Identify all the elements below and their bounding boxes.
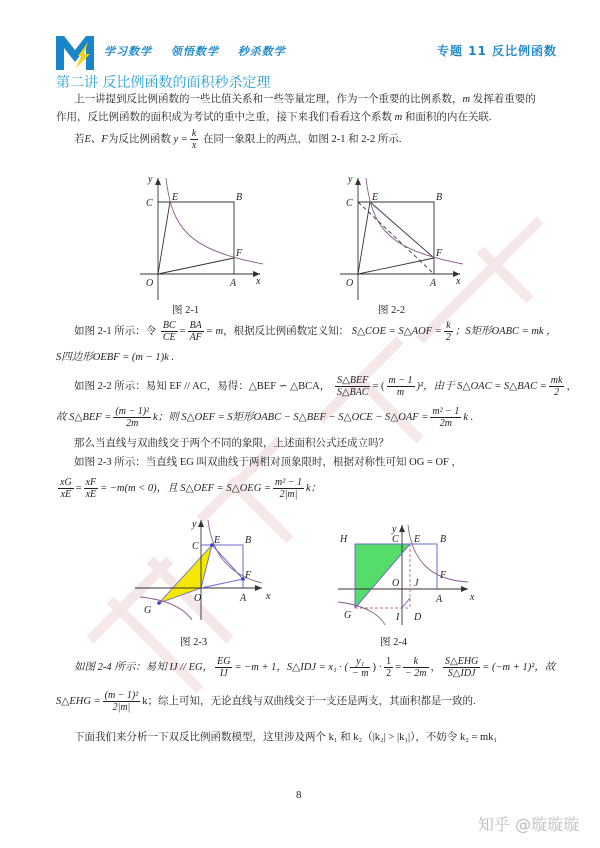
slogan-3: 秒杀数学 [237, 45, 286, 58]
svg-text:C: C [346, 198, 353, 209]
figure-2-3 [130, 515, 280, 620]
svg-text:B: B [436, 192, 443, 203]
svg-text:B: B [440, 534, 447, 545]
question-line: 那么当直线与双曲线交于两个不同的象限，上述面积公式还成立吗？ [74, 438, 389, 449]
svg-text:G: G [344, 610, 352, 621]
svg-text:E: E [372, 192, 379, 203]
fig23-line-2: $\frac{xG}{xE}$ = $\frac{xF}{xE}$ = −m(m < 0)，且 S△OEF = S△OEG = $\frac{\text{m² − 1}}{2|m|}$ k； [60, 477, 322, 500]
svg-text:B: B [245, 535, 252, 546]
fig21-explanation: 如图 2-1 所示：令 $\frac{BC}{CE}$ = $\frac{BA}{AF}$ = m，根据反比例函数定义知： S△COE = S△AOF = $\frac{k}{2}$ ；S矩形OABC = mk ， [74, 320, 557, 343]
svg-text:x: x [456, 276, 461, 287]
figure-2-1 [140, 170, 270, 300]
fig24-explanation: 如图 2-4 所示：易知 IJ // EG， $\frac{EG}{IJ}$ = −m + 1，S△IDJ = x₁ · ( $\frac{\text{y₁}}{- m}$ ) · $\frac{1}{2}$ = $\frac{k}{- 2m}$ ， $\frac{\text{S△EHG}}{\text{S△IDJ}}$ = (−m + 1)²，故 [74, 656, 556, 679]
figure-2-3-caption: 图 2-3 [180, 637, 208, 648]
svg-text:O: O [146, 278, 154, 289]
figure-2-4-caption: 图 2-4 [380, 637, 408, 648]
svg-text:O: O [346, 278, 354, 289]
svg-text:A: A [230, 278, 237, 289]
svg-text:F: F [236, 248, 243, 259]
figure-2-2 [340, 170, 470, 300]
page-number: 8 [296, 789, 302, 801]
setup-line: 若E、F为反比例函数 y = $\frac{k}{x}$ 在同一象限上的两点，如图 2-1 和 2-2 所示. [74, 128, 402, 151]
next-section-intro: 下面我们来分析一下双反比例函数模型，这里涉及两个 k₁ 和 k₂（|k₂| > |k₁|），不妨令 k₂ = mk₁ [74, 732, 498, 743]
figure-2-1-caption: 图 2-1 [172, 305, 200, 316]
svg-text:x: x [266, 591, 271, 602]
svg-text:y: y [148, 174, 153, 185]
svg-text:A: A [240, 593, 247, 604]
svg-text:O: O [392, 578, 400, 589]
header-topic: 专题 11 反比例函数 [437, 44, 558, 58]
fig22-line-2: 故 S△BEF = $\frac{\text{(m − 1)²}}{2m}$ k；则 S△OEF = S矩形OABC − S△BEF − S△OCE − S△OAF = $\frac{\text{m² − 1}}{2m}$ k . [56, 406, 474, 429]
svg-text:x: x [256, 276, 261, 287]
svg-text:C: C [146, 198, 153, 209]
slogan-2: 领悟数学 [170, 45, 219, 58]
svg-text:A: A [430, 278, 437, 289]
figure-2-4 [330, 520, 480, 625]
slogan-1: 学习数学 [104, 45, 152, 58]
svg-text:C: C [192, 541, 199, 552]
intro-line-1: 上一讲提到反比例函数的一些比值关系和一些等量定理，作为一个重要的比例系数，m 发挥着重要的 [74, 94, 536, 105]
svg-text:G: G [144, 605, 152, 616]
svg-text:D: D [414, 612, 422, 623]
svg-text:x: x [470, 592, 475, 603]
svg-text:B: B [236, 192, 243, 203]
svg-text:C: C [392, 534, 399, 545]
svg-text:O: O [194, 593, 202, 604]
svg-text:F: F [440, 570, 447, 581]
svg-text:E: E [414, 534, 421, 545]
fig24-line-2: S△EHG = $\frac{\text{(m − 1)²}}{2|m|}$ k；综上可知，无论直线与双曲线交于一支还是两支，其面积都是一致的. [56, 690, 476, 713]
fig23-explanation: 如图 2-3 所示：当直线 EG 叫双曲线于两相对顶象限时，根据对称性可知 OG = OF ， [74, 457, 463, 468]
svg-text:y: y [348, 174, 353, 185]
svg-text:F: F [245, 570, 252, 581]
svg-text:y: y [392, 524, 397, 535]
brand-logo [54, 34, 96, 72]
figure-2-2-caption: 图 2-2 [378, 305, 406, 316]
zhihu-attribution: 知乎 @璇璇璇 [478, 815, 580, 834]
svg-text:F: F [436, 248, 443, 259]
svg-text:H: H [340, 534, 348, 545]
svg-text:E: E [214, 535, 221, 546]
section-title: 第二讲 反比例函数的面积秒杀定理 [56, 75, 271, 91]
fig22-explanation: 如图 2-2 所示：易知 EF // AC，易得：△BEF ∽ △BCA， $\frac{\text{S△BEF}}{\text{S△BAC}}$ = ( $\frac{m - 1}{m}$ )²，由于 S△OAC = S△BAC = $\frac{mk}{2}$ ， [74, 375, 577, 398]
svg-text:y: y [192, 519, 197, 530]
intro-line-2: 作用，反比例函数的面积成为考试的重中之重，接下来我们看看这个系数 m 和面积的内在关联. [56, 112, 492, 123]
svg-text:I: I [396, 612, 400, 623]
svg-text:A: A [436, 594, 443, 605]
svg-text:J: J [414, 578, 419, 589]
header-slogans [104, 43, 300, 59]
fig21-line-2: S四边形OEBF = (m − 1)k . [56, 352, 174, 363]
svg-text:E: E [172, 192, 179, 203]
